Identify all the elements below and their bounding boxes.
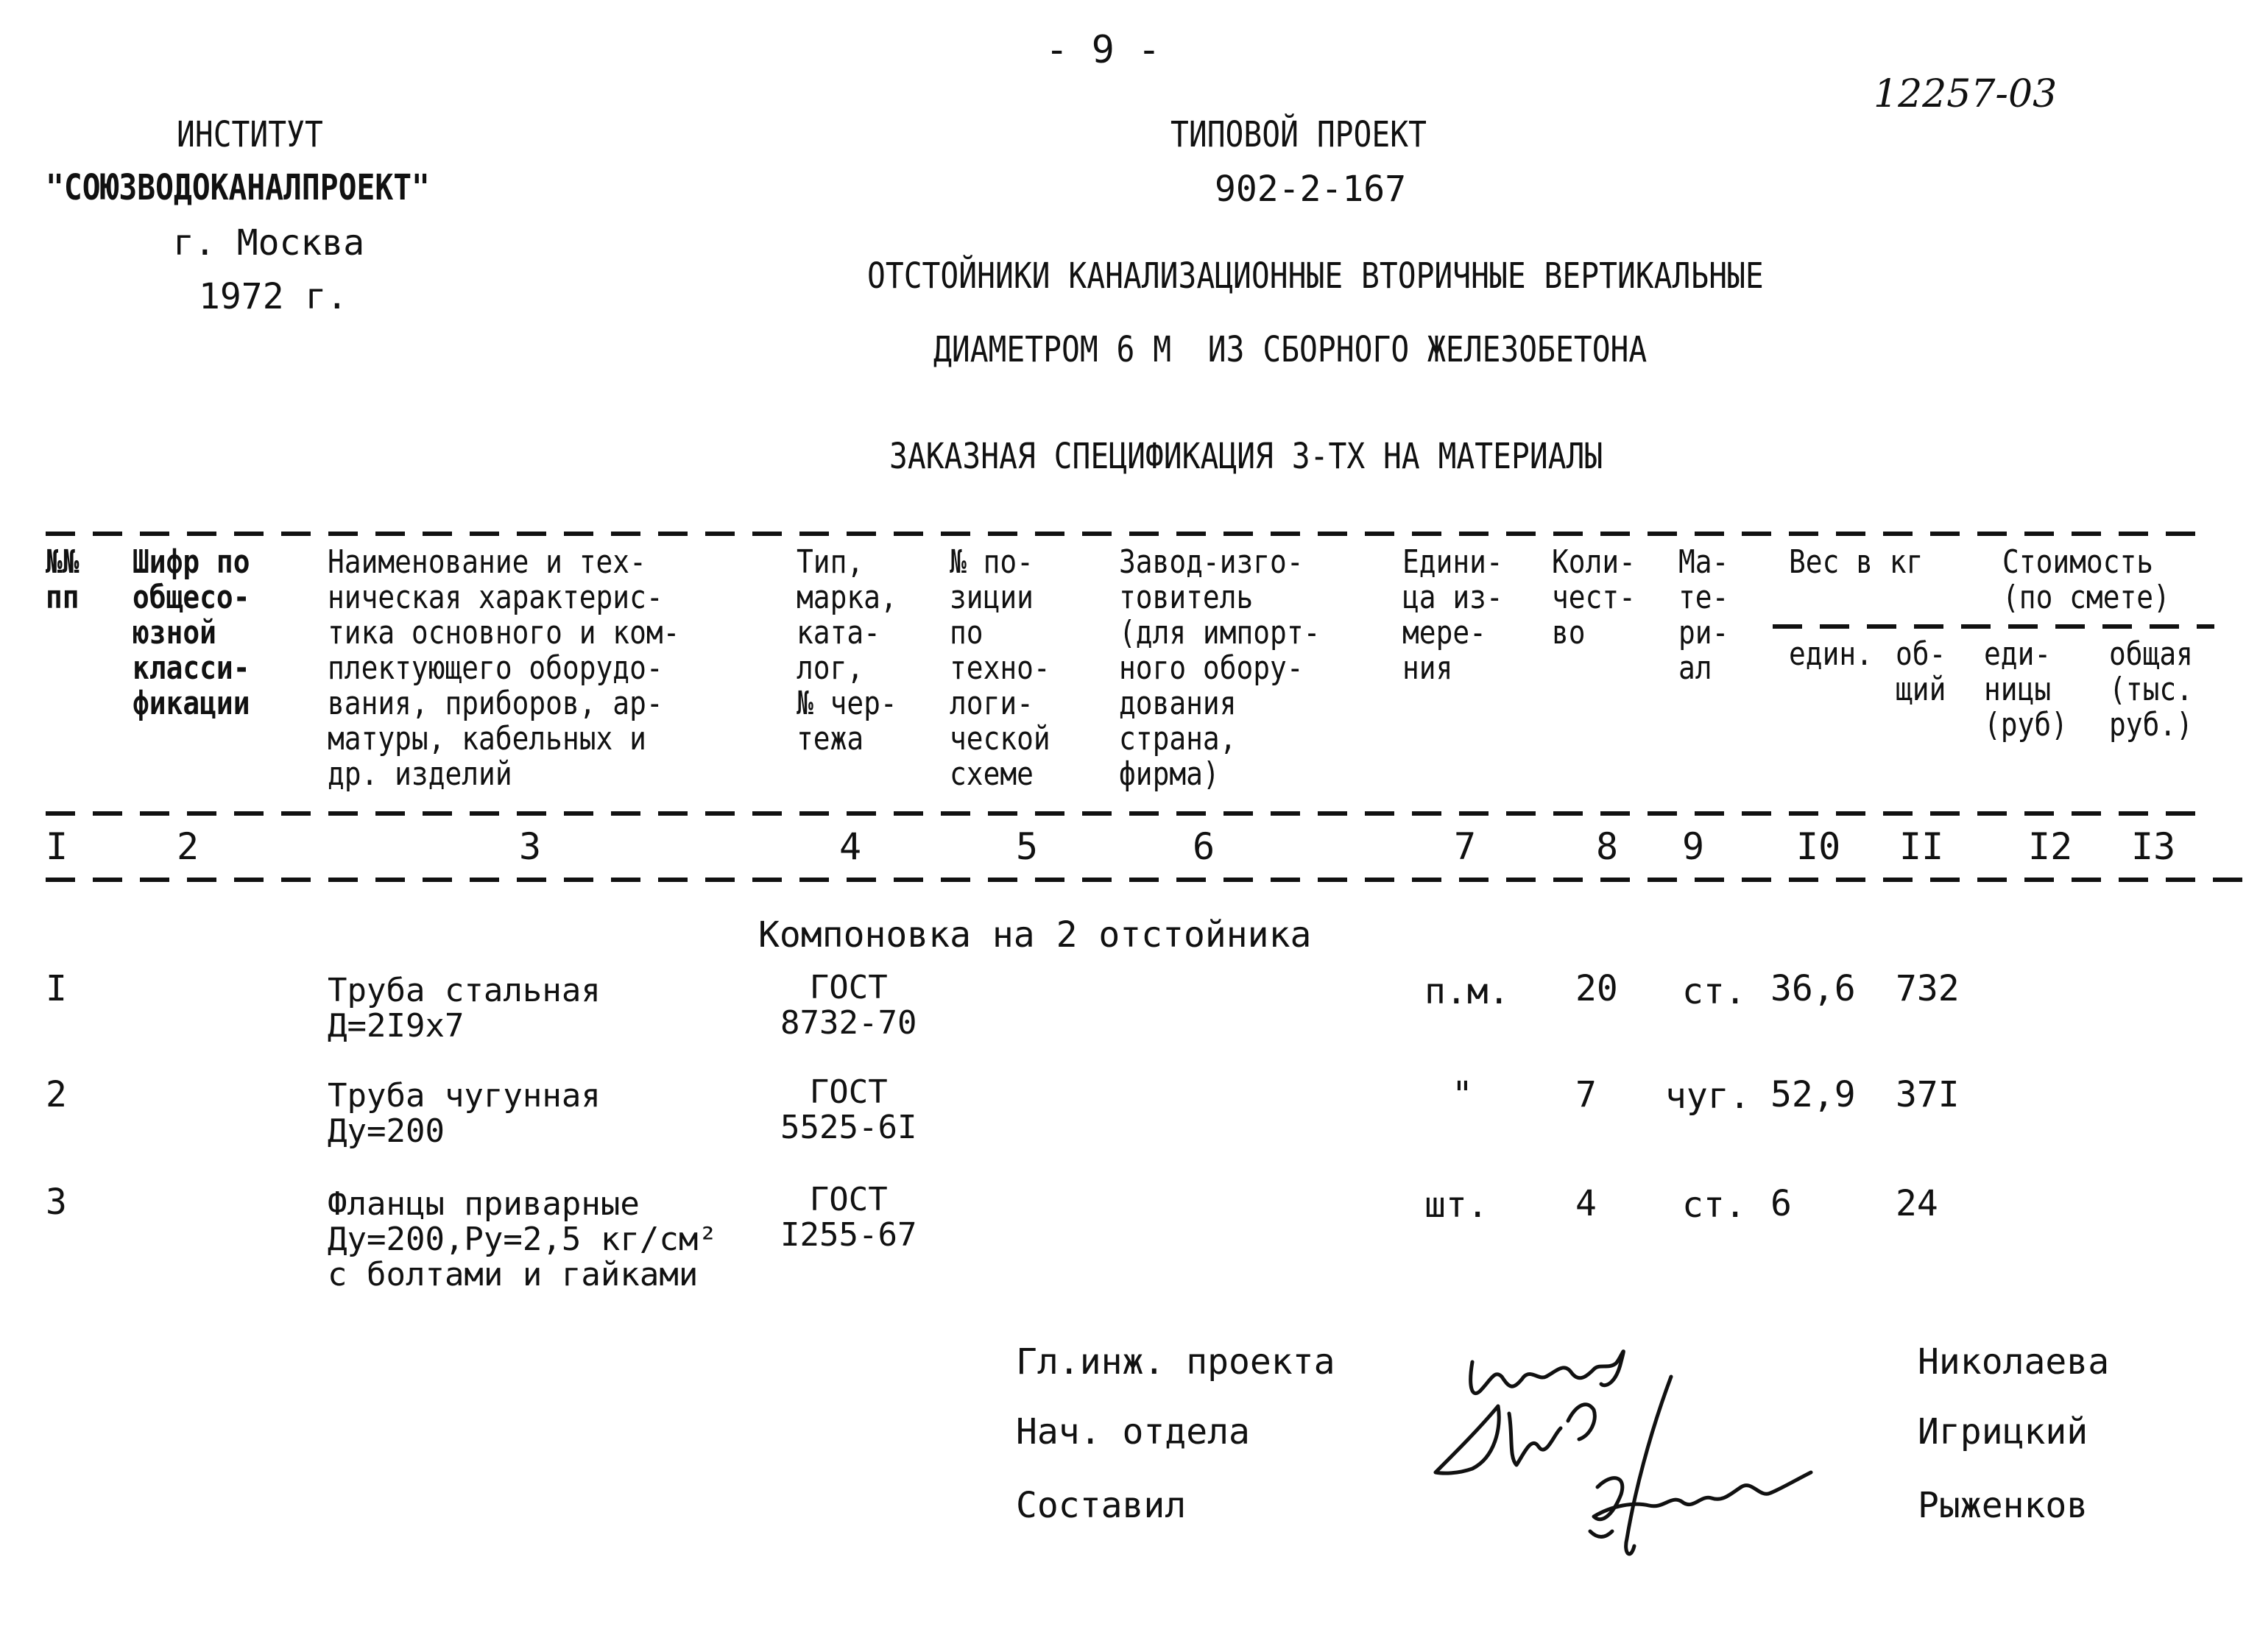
signature-role-compiler: Составил [1016, 1485, 1187, 1526]
header-col-manufacturer: Завод-изго- товитель (для импорт- ного обору- дования страна, фирма) [1119, 543, 1321, 793]
row-3-weight-unit: 6 [1770, 1183, 1792, 1224]
header-top-rule [46, 532, 2208, 536]
cost-subheader-rule [1773, 624, 2214, 629]
row-2-unit: " [1452, 1074, 1473, 1115]
row-2-weight-unit: 52,9 [1770, 1074, 1856, 1115]
column-number-rule [46, 878, 2253, 882]
column-number-7: 7 [1454, 825, 1477, 868]
column-number-1: I [46, 825, 68, 868]
column-number-12: I2 [2028, 825, 2073, 868]
row-2-type: ГОСТ 5525-6I [780, 1073, 917, 1146]
column-number-3: 3 [519, 825, 542, 868]
page-number: - 9 - [1045, 28, 1161, 72]
project-title-line2: ДИАМЕТРОМ 6 М ИЗ СБОРНОГО ЖЕЛЕЗОБЕТОНА [933, 329, 1648, 370]
row-3-material: ст. [1682, 1185, 1746, 1226]
signature-role-department-head: Нач. отдела [1016, 1411, 1250, 1452]
header-col-weight-total: об- щий [1896, 635, 1946, 708]
signature-role-chief-engineer: Гл.инж. проекта [1016, 1341, 1335, 1383]
header-col-cost-unit: еди- ницы (руб) [1984, 635, 2068, 744]
row-2-material: чуг. [1665, 1076, 1751, 1117]
column-number-10: I0 [1796, 825, 1841, 868]
row-3-unit: шт. [1424, 1185, 1489, 1226]
header-col-name: Наименование и тех- ническая характерис- тика основного и ком- плектующего оборудо- вания, приборов, ар- матуры, кабельных и др. изделий [328, 543, 680, 793]
column-number-13: I3 [2131, 825, 2176, 868]
header-col-weight-unit: един. [1789, 635, 1873, 673]
signature-name-chief-engineer: Николаева [1918, 1341, 2110, 1383]
column-number-6: 6 [1193, 825, 1215, 868]
column-number-2: 2 [177, 825, 199, 868]
header-col-quantity: Коли- чест- во [1552, 543, 1636, 652]
row-1-unit: п.м. [1424, 971, 1510, 1012]
institute-name: "СОЮЗВОДОКАНАЛПРОЕКТ" [46, 167, 430, 208]
header-weight-group: Вес в кг [1789, 543, 1924, 581]
handwritten-signatures [1428, 1318, 1885, 1583]
header-col-unit: Едини- ца из- мере- ния [1402, 543, 1503, 687]
signature-name-compiler: Рыженков [1918, 1485, 2088, 1526]
header-col-cost-total: общая (тыс. руб.) [2109, 635, 2193, 744]
institute-year: 1972 г. [199, 276, 348, 317]
project-type: ТИПОВОЙ ПРОЕКТ [1170, 114, 1427, 155]
row-1-weight-unit: 36,6 [1770, 968, 1856, 1009]
row-1-quantity: 20 [1575, 968, 1618, 1009]
row-2-quantity: 7 [1575, 1074, 1597, 1115]
row-3-name: Фланцы приварные Ду=200,Ру=2,5 кг/см² с болтами и гайками [328, 1185, 718, 1293]
institute-city: г. Москва [173, 222, 365, 264]
row-1-name: Труба стальная Д=2I9х7 [328, 972, 601, 1045]
specification-title: ЗАКАЗНАЯ СПЕЦИФИКАЦИЯ 3-ТХ НА МАТЕРИАЛЫ [889, 436, 1603, 477]
header-col-material: Ма- те- ри- ал [1678, 543, 1729, 687]
row-2-number: 2 [46, 1074, 67, 1115]
row-1-weight-total: 732 [1896, 968, 1960, 1009]
column-number-5: 5 [1016, 825, 1039, 868]
signature-name-department-head: Игрицкий [1918, 1411, 2088, 1452]
header-bottom-rule [46, 811, 2208, 816]
header-col-type: Тип, марка, ката- лог, № чер- тежа [797, 543, 897, 758]
column-number-9: 9 [1682, 825, 1705, 868]
header-cost-group: Стоимость (по смете) [2002, 543, 2170, 616]
document-code: 12257-03 [1874, 72, 2058, 116]
column-number-11: II [1899, 825, 1944, 868]
row-3-quantity: 4 [1575, 1183, 1597, 1224]
project-title-line1: ОТСТОЙНИКИ КАНАЛИЗАЦИОННЫЕ ВТОРИЧНЫЕ ВЕРТИКАЛЬНЫЕ [867, 255, 1764, 297]
row-3-type: ГОСТ I255-67 [780, 1181, 917, 1254]
section-title: Компоновка на 2 отстойника [758, 914, 1312, 956]
row-3-weight-total: 24 [1896, 1183, 1938, 1224]
header-col-position: № по- зиции по техно- логи- ческой схеме [950, 543, 1050, 793]
row-2-name: Труба чугунная Ду=200 [328, 1077, 601, 1150]
row-1-number: I [46, 968, 67, 1009]
row-1-material: ст. [1682, 971, 1746, 1012]
header-col-number: №№ пп [46, 543, 80, 616]
institute-label: ИНСТИТУТ [177, 114, 323, 155]
project-number: 902-2-167 [1215, 169, 1407, 210]
column-number-8: 8 [1596, 825, 1619, 868]
row-3-number: 3 [46, 1182, 67, 1223]
column-number-4: 4 [839, 825, 862, 868]
row-2-weight-total: 37I [1896, 1074, 1960, 1115]
row-1-type: ГОСТ 8732-70 [780, 969, 917, 1042]
header-col-classifier: Шифр по общесо- юзной класси- фикации [133, 543, 250, 722]
